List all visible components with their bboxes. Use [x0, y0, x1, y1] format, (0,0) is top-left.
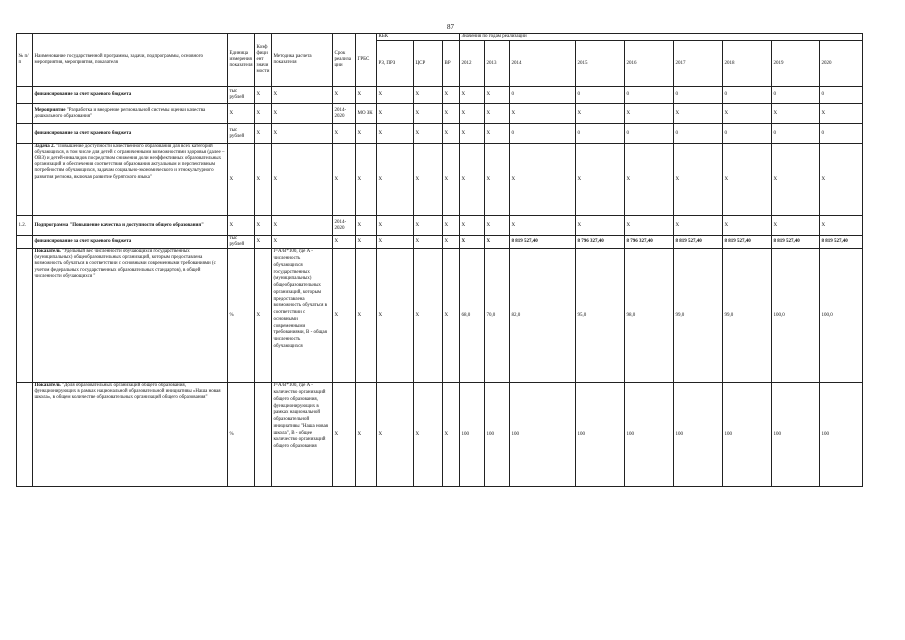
cell-year-value: 100,0 [772, 249, 820, 383]
cell-vr: X [443, 216, 460, 236]
cell-year-value: 100 [674, 383, 723, 487]
cell-year-value: X [460, 236, 485, 249]
header-year: 2013 [485, 41, 510, 87]
cell-rz: X [377, 104, 414, 124]
header-values-title: Значения по годам реализации [460, 34, 863, 41]
cell-coef: X [255, 124, 272, 144]
cell-year-value: X [674, 216, 723, 236]
cell-year-value: 0 [820, 124, 863, 144]
cell-year-value: 82,0 [510, 249, 576, 383]
page-number: 87 [447, 23, 454, 31]
cell-rz: X [377, 124, 414, 144]
header-year: 2017 [674, 41, 723, 87]
cell-vr: X [443, 104, 460, 124]
cell-year-value: X [723, 216, 772, 236]
row-name-text: "Доля образовательных организаций общего образования, функционирующих в рамках национальной образовательной инициативы «Наша новая школа», в общем количестве образовательных организаций общего образования" [34, 383, 221, 401]
table-row [17, 216, 863, 236]
cell-unit: X [228, 216, 255, 236]
cell-year-value: X [772, 216, 820, 236]
cell-year-value: 8 819 527,40 [772, 236, 820, 249]
row-name-text: Подпрограмма "Повышение качества и доступности общего образования" [34, 222, 204, 228]
header-rz: РЗ, ПРЗ [377, 41, 414, 87]
row-number [17, 124, 33, 144]
cell-year-value: 0 [576, 87, 625, 104]
cell-method: X [272, 124, 333, 144]
cell-vr: X [443, 144, 460, 216]
cell-grbs: X [356, 87, 377, 104]
cell-year-value: 100 [723, 383, 772, 487]
header-year: 2019 [772, 41, 820, 87]
header-year: 2018 [723, 41, 772, 87]
cell-coef [255, 383, 272, 487]
cell-year-value: 8 819 527,40 [674, 236, 723, 249]
cell-coef: X [255, 249, 272, 383]
cell-csr: X [414, 236, 443, 249]
cell-year-value: 0 [510, 87, 576, 104]
cell-year-value: 0 [674, 124, 723, 144]
row-name-text: "Удельный вес численности обучающихся государственных (муниципальных) общеобразовательных организаций, которым предоставлена возможность обучаться в соответствии с основными современными требованиями (с учетом федеральных государственных образовательных стандартов), в общей численности обучающихся " [34, 249, 216, 279]
row-number [17, 87, 33, 104]
row-name-text: финансирование за счет краевого бюджета [34, 92, 132, 98]
cell-year-value: 98,0 [625, 249, 674, 383]
header-year: 2016 [625, 41, 674, 87]
row-name [33, 383, 228, 487]
cell-year-value: 0 [772, 87, 820, 104]
cell-coef: X [255, 216, 272, 236]
header-term: Срок реализации [333, 34, 356, 87]
cell-csr: X [414, 144, 443, 216]
cell-vr: X [443, 124, 460, 144]
cell-year-value: 100 [460, 383, 485, 487]
cell-year-value: 68,0 [460, 249, 485, 383]
cell-term: X [333, 249, 356, 383]
cell-year-value: X [674, 144, 723, 216]
cell-year-value: 100 [772, 383, 820, 487]
cell-year-value: X [510, 216, 576, 236]
cell-year-value: X [485, 144, 510, 216]
cell-year-value: 8 796 327,40 [625, 236, 674, 249]
cell-year-value: X [820, 104, 863, 124]
cell-year-value: 0 [576, 124, 625, 144]
header-year: 2020 [820, 41, 863, 87]
cell-year-value: 0 [625, 124, 674, 144]
cell-year-value: X [576, 216, 625, 236]
cell-unit: тыс рублей [228, 87, 255, 104]
table-row [17, 124, 863, 144]
row-name-prefix: Показатель [34, 249, 61, 255]
cell-year-value: X [723, 144, 772, 216]
row-number [17, 104, 33, 124]
cell-term: 2014-2020 [333, 216, 356, 236]
cell-grbs: X [356, 144, 377, 216]
cell-year-value: X [485, 104, 510, 124]
cell-csr: X [414, 216, 443, 236]
cell-term: 2014-2020 [333, 104, 356, 124]
cell-rz: X [377, 236, 414, 249]
header-year: 2012 [460, 41, 485, 87]
row-number: 1.2. [17, 216, 33, 236]
row-name-text: "Разработка и внедрение региональной системы оценки качества дошкольного образования" [34, 107, 206, 119]
cell-coef: X [255, 144, 272, 216]
cell-year-value: X [576, 144, 625, 216]
header-year: 2014 [510, 41, 576, 87]
cell-year-value: X [510, 104, 576, 124]
cell-grbs: X [356, 236, 377, 249]
header-kbk: КБК [377, 34, 460, 41]
cell-method: X [272, 216, 333, 236]
header-no: № п/п [17, 34, 33, 87]
cell-year-value: 100 [510, 383, 576, 487]
row-name [33, 124, 228, 144]
cell-year-value: X [460, 87, 485, 104]
table-row [17, 104, 863, 124]
cell-rz: X [377, 87, 414, 104]
row-name [33, 236, 228, 249]
cell-year-value: X [625, 144, 674, 216]
cell-year-value: 100 [820, 383, 863, 487]
header-year: 2015 [576, 41, 625, 87]
cell-year-value: 0 [772, 124, 820, 144]
cell-year-value: X [510, 144, 576, 216]
cell-year-value: X [674, 104, 723, 124]
cell-grbs: X [356, 383, 377, 487]
cell-year-value: X [625, 104, 674, 124]
header-csr: ЦСР [414, 41, 443, 87]
cell-unit: тыс рублей [228, 124, 255, 144]
row-name [33, 249, 228, 383]
cell-year-value: 70,0 [485, 249, 510, 383]
cell-year-value: 8 819 527,40 [510, 236, 576, 249]
cell-year-value: 99,0 [674, 249, 723, 383]
row-name-text: "Повышение доступности качественного образования для всех категорий обучающихся, в том числе для детей с ограниченными возможностями здоровья (далее – ОВЗ) и детей-инвалидов посредством снижения доли неэффективных образовательных организаций и обеспечения соответствия образования актуальным и перспективным потребностям обучающихся, задачам социально-экономического и этнокультурного развития региона, включая развитие бурятского языка" [34, 144, 225, 180]
header-method: Методика расчета показателя [272, 34, 333, 87]
cell-coef: X [255, 236, 272, 249]
program-table [16, 33, 863, 487]
cell-year-value: 100 [576, 383, 625, 487]
cell-unit: X [228, 144, 255, 216]
header-coef: Коэффициент значимости [255, 34, 272, 87]
cell-year-value: 99,0 [723, 249, 772, 383]
cell-csr: X [414, 383, 443, 487]
cell-year-value: X [576, 104, 625, 124]
cell-year-value: 8 796 327,40 [576, 236, 625, 249]
cell-year-value: 0 [723, 87, 772, 104]
cell-method: I=A/B*100, где A - численность обучающихся государственных (муниципальных) общеобразовательных организаций, которым предоставлена возможность обучаться в соответствии с основными современными требованиями, B - общая численность обучающихся [272, 249, 333, 383]
table-row [17, 87, 863, 104]
cell-year-value: X [460, 216, 485, 236]
cell-year-value: X [485, 216, 510, 236]
cell-year-value: 100 [485, 383, 510, 487]
cell-year-value: X [625, 216, 674, 236]
cell-year-value: X [772, 104, 820, 124]
table-row [17, 236, 863, 249]
cell-year-value: 0 [510, 124, 576, 144]
row-name [33, 87, 228, 104]
cell-vr: X [443, 87, 460, 104]
cell-term: X [333, 144, 356, 216]
row-name-text: финансирование за счет краевого бюджета [34, 130, 132, 136]
cell-unit: % [228, 383, 255, 487]
cell-csr: X [414, 104, 443, 124]
cell-year-value: X [772, 144, 820, 216]
cell-grbs: X [356, 216, 377, 236]
cell-term: X [333, 124, 356, 144]
cell-year-value: X [460, 124, 485, 144]
cell-csr: X [414, 124, 443, 144]
cell-vr: X [443, 383, 460, 487]
cell-method: X [272, 144, 333, 216]
cell-unit: тыс рублей [228, 236, 255, 249]
row-name-prefix: Мероприятие [34, 107, 66, 113]
row-number [17, 383, 33, 487]
cell-method: I=A/B*100, где A - количество организаций общего образования, функционирующих в рамках национальной образовательной инициативы "Наша новая школа", B - общее количество организаций общего образования [272, 383, 333, 487]
cell-year-value: 8 819 527,40 [723, 236, 772, 249]
row-name [33, 104, 228, 124]
header-name: Наименование государственной программы, задачи, подпрограммы, основного мероприятия, мероприятия, показателя [33, 34, 228, 87]
row-name-text: финансирование за счет краевого бюджета [34, 239, 132, 245]
cell-year-value: 0 [625, 87, 674, 104]
cell-method: X [272, 104, 333, 124]
table-row [17, 249, 863, 383]
table-row [17, 383, 863, 487]
cell-year-value: 0 [820, 87, 863, 104]
cell-rz: X [377, 249, 414, 383]
cell-year-value: 0 [674, 87, 723, 104]
cell-method: X [272, 87, 333, 104]
cell-rz: X [377, 216, 414, 236]
cell-term: X [333, 87, 356, 104]
cell-year-value: X [820, 216, 863, 236]
cell-vr: X [443, 236, 460, 249]
cell-vr: X [443, 249, 460, 383]
cell-rz: X [377, 144, 414, 216]
cell-year-value: X [460, 104, 485, 124]
cell-coef: X [255, 87, 272, 104]
cell-year-value: X [485, 124, 510, 144]
row-number [17, 249, 33, 383]
cell-grbs: X [356, 249, 377, 383]
cell-year-value: 100 [625, 383, 674, 487]
cell-term: X [333, 236, 356, 249]
header-vr: ВР [443, 41, 460, 87]
cell-year-value: 0 [723, 124, 772, 144]
header-grbs: ГРБС [356, 34, 377, 87]
cell-year-value: X [723, 104, 772, 124]
cell-grbs: МО ЗК [356, 104, 377, 124]
cell-csr: X [414, 87, 443, 104]
header-unit: Единица измерения показателя [228, 34, 255, 87]
cell-year-value: X [485, 87, 510, 104]
cell-coef: X [255, 104, 272, 124]
cell-grbs: X [356, 124, 377, 144]
table-row [17, 144, 863, 216]
cell-year-value: X [485, 236, 510, 249]
cell-year-value: X [820, 144, 863, 216]
cell-method: X [272, 236, 333, 249]
row-number [17, 236, 33, 249]
cell-unit: % [228, 249, 255, 383]
row-name [33, 216, 228, 236]
cell-unit: X [228, 104, 255, 124]
cell-year-value: 95,0 [576, 249, 625, 383]
row-name-prefix: Показатель [34, 383, 61, 389]
cell-term: X [333, 383, 356, 487]
row-name-prefix: Задача 2. [34, 144, 55, 150]
cell-csr: X [414, 249, 443, 383]
row-name [33, 144, 228, 216]
cell-rz: X [377, 383, 414, 487]
cell-year-value: X [460, 144, 485, 216]
cell-year-value: 100,0 [820, 249, 863, 383]
row-number [17, 144, 33, 216]
cell-year-value: 8 819 527,40 [820, 236, 863, 249]
